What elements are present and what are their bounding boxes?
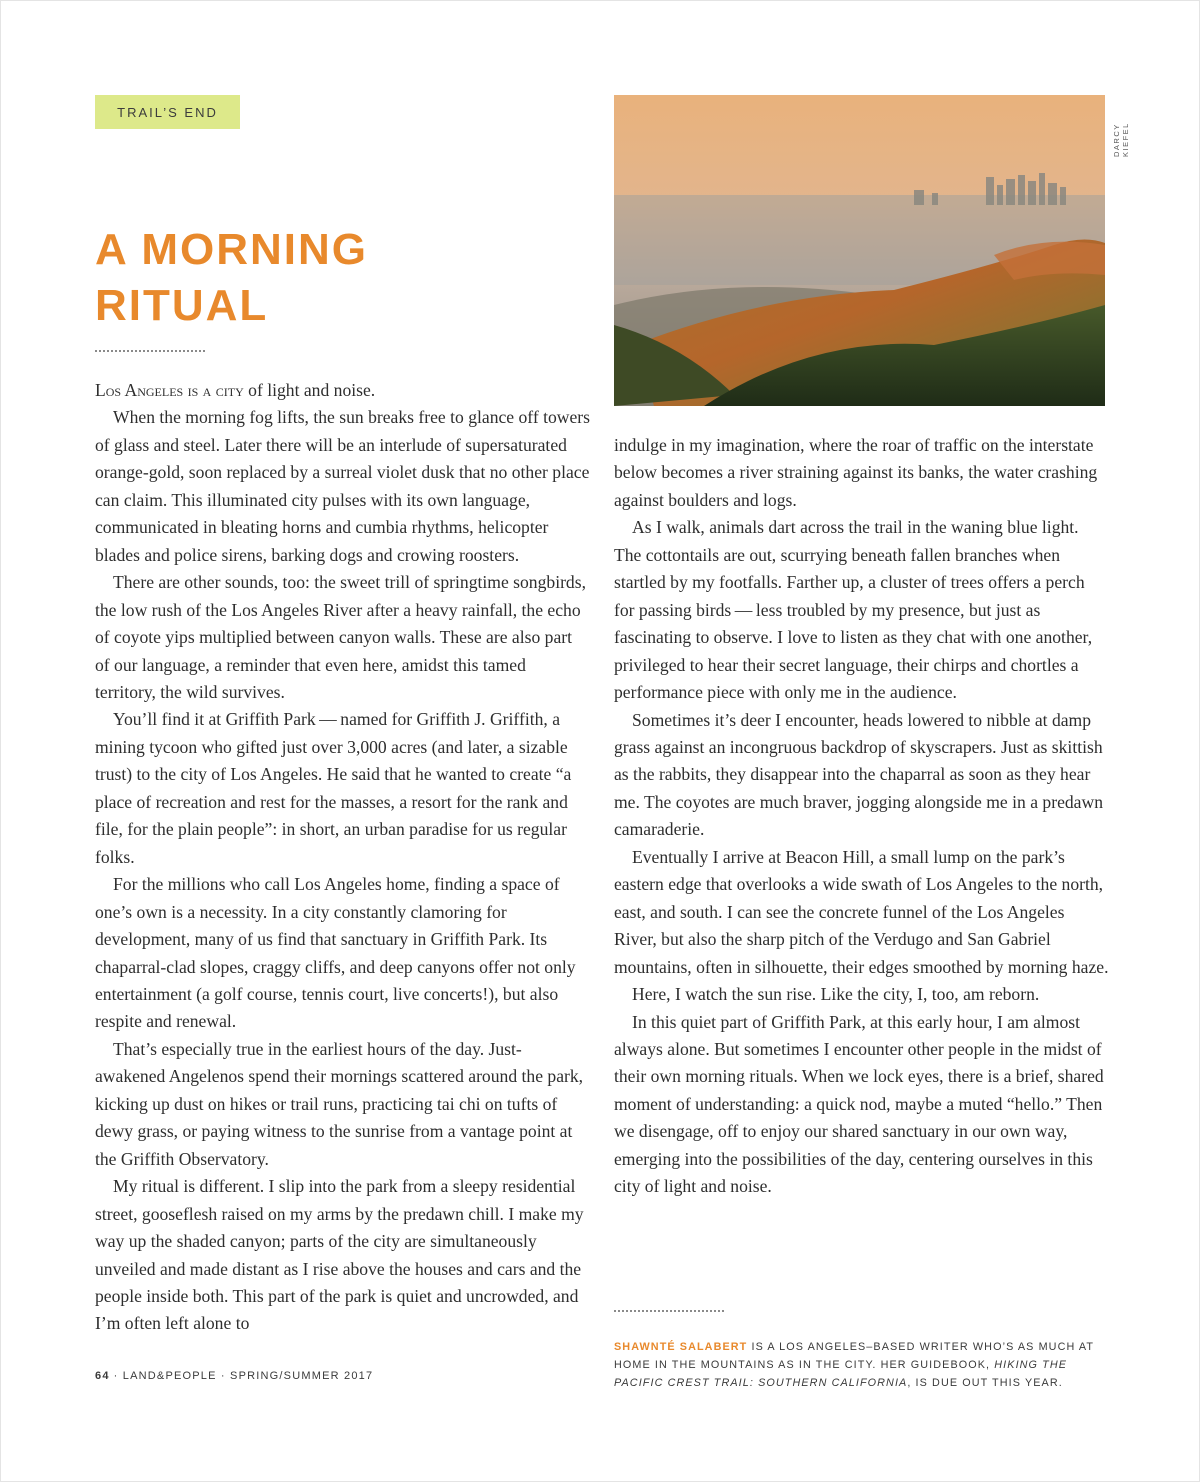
body-paragraph: My ritual is different. I slip into the park from a sleepy residential street, gooseflesh raised on my arms by the predawn chill. I make my way up the shaded canyon; parts of the city are simultaneously unveiled and made distant as I rise above the houses and cars and the people inside both. This part of the park is quiet and uncrowded, and I’m often left alone to bbox=[95, 1176, 584, 1334]
page-footer bbox=[95, 1370, 373, 1382]
bio-book-title: HIKING THE PACIFIC CREST TRAIL: SOUTHERN CALIFORNIA bbox=[614, 1359, 1068, 1389]
page-number: 64 bbox=[95, 1370, 110, 1382]
body-paragraph: That’s especially true in the earliest hours of the day. Just-awakened Angelenos spend their mornings scattered around the park, kicking up dust on hikes or trail runs, practicing tai chi on tufts of dewy grass, or paying witness to the sunrise from a vantage point at the Griffith Observatory. bbox=[95, 1038, 584, 1169]
body-paragraph: Here, I watch the sun rise. Like the city, I, too, am reborn. bbox=[632, 984, 1040, 1005]
article-body-left bbox=[95, 377, 590, 1338]
body-paragraph: Sometimes it’s deer I encounter, heads lowered to nibble at damp grass against an incongruous backdrop of skyscrapers. Just as skittish as the rabbits, they disappear into the chaparral as soon as they hear me. The coyotes are much braver, jogging alongside me in a predawn camaraderie. bbox=[614, 709, 1103, 840]
bio-text-end: , IS DUE OUT THIS YEAR. bbox=[907, 1377, 1063, 1389]
continued-paragraph: indulge in my imagination, where the roar of traffic on the interstate below becomes a river straining against its banks, the water crashing against boulders and logs. bbox=[614, 435, 1098, 510]
lead-smallcaps: Los Angeles is a city bbox=[95, 380, 244, 400]
body-paragraph: For the millions who call Los Angeles home, finding a space of one’s own is a necessity. In a city constantly clamoring for development, many of us find that sanctuary in Griffith Park. Its chaparral-clad slopes, craggy cliffs, and deep canyons offer not only entertainment (a golf course, tennis court, live concerts!), but also respite and renewal. bbox=[95, 874, 576, 1032]
body-paragraph: You’ll find it at Griffith Park — named for Griffith J. Griffith, a mining tycoon who gifted just over 3,000 acres (and later, a sizable trust) to the city of Los Angeles. He said that he wanted to create “a place of recreation and rest for the masses, a resort for the rank and file, for the plain people”: in short, an urban paradise for us regular folks. bbox=[95, 709, 572, 867]
title-line-1: A MORNING bbox=[95, 225, 369, 274]
hero-photo-image bbox=[614, 95, 1105, 406]
bio-author-name: SHAWNTÉ SALABERT bbox=[614, 1341, 748, 1353]
lead-text: of light and noise. bbox=[243, 380, 376, 400]
body-paragraph: When the morning fog lifts, the sun breaks free to glance off towers of glass and steel. Later there will be an interlude of supersaturated orange-gold, soon replaced by a surreal violet dusk that no other place can claim. This illuminated city pulses with its own language, communicated in bleating horns and cumbia rhythms, helicopter blades and police sirens, barking dogs and crowing roosters. bbox=[95, 407, 591, 565]
title-line-2: RITUAL bbox=[95, 281, 269, 330]
article-title bbox=[95, 222, 368, 334]
hero-photo bbox=[614, 95, 1105, 406]
article-body-right bbox=[614, 432, 1109, 1201]
body-paragraph: There are other sounds, too: the sweet trill of springtime songbirds, the low rush of the Los Angeles River after a heavy rainfall, the echo of coyote yips multiplied between canyon walls. These are also part of our language, a reminder that even here, amidst this tamed territory, the wild survives. bbox=[95, 572, 586, 702]
bio-divider bbox=[614, 1310, 724, 1312]
author-bio bbox=[614, 1338, 1114, 1392]
body-paragraph: In this quiet part of Griffith Park, at this early hour, I am almost always alone. But sometimes I encounter other people in the midst of their own morning rituals. When we lock eyes, there is a brief, shared moment of understanding: a quick nod, maybe a muted “hello.” Then we disengage, off to enjoy our shared sanctuary in our own way, emerging into the possibilities of the day, centering ourselves in this city of light and noise. bbox=[614, 1011, 1104, 1197]
bio-text: IS A LOS ANGELES–BASED WRITER WHO’S AS MUCH AT HOME IN THE MOUNTAINS AS IN THE CITY. HER GUIDEBOOK, bbox=[614, 1341, 1094, 1371]
body-paragraph: Eventually I arrive at Beacon Hill, a small lump on the park’s eastern edge that overlooks a wide swath of Los Angeles to the north, east, and south. I can see the concrete funnel of the Los Angeles River, but also the sharp pitch of the Verdugo and San Gabriel mountains, often in silhouette, their edges smoothed by morning haze. bbox=[614, 846, 1109, 977]
publication-info: · LAND&PEOPLE · SPRING/SUMMER 2017 bbox=[113, 1370, 374, 1382]
title-divider bbox=[95, 350, 205, 352]
photo-credit: DARCY KIEFEL bbox=[1112, 122, 1130, 157]
section-tag: TRAIL’S END bbox=[95, 95, 240, 129]
body-paragraph: As I walk, animals dart across the trail in the waning blue light. The cottontails are out, scurrying beneath fallen branches when startled by my footfalls. Farther up, a cluster of trees offers a perch for passing birds — less troubled by my presence, but just as fascinating to observe. I love to listen as they chat with one another, privileged to hear their secret language, their chirps and chortles a performance piece with only me in the audience. bbox=[614, 517, 1093, 703]
article-lead-paragraph bbox=[95, 377, 590, 404]
